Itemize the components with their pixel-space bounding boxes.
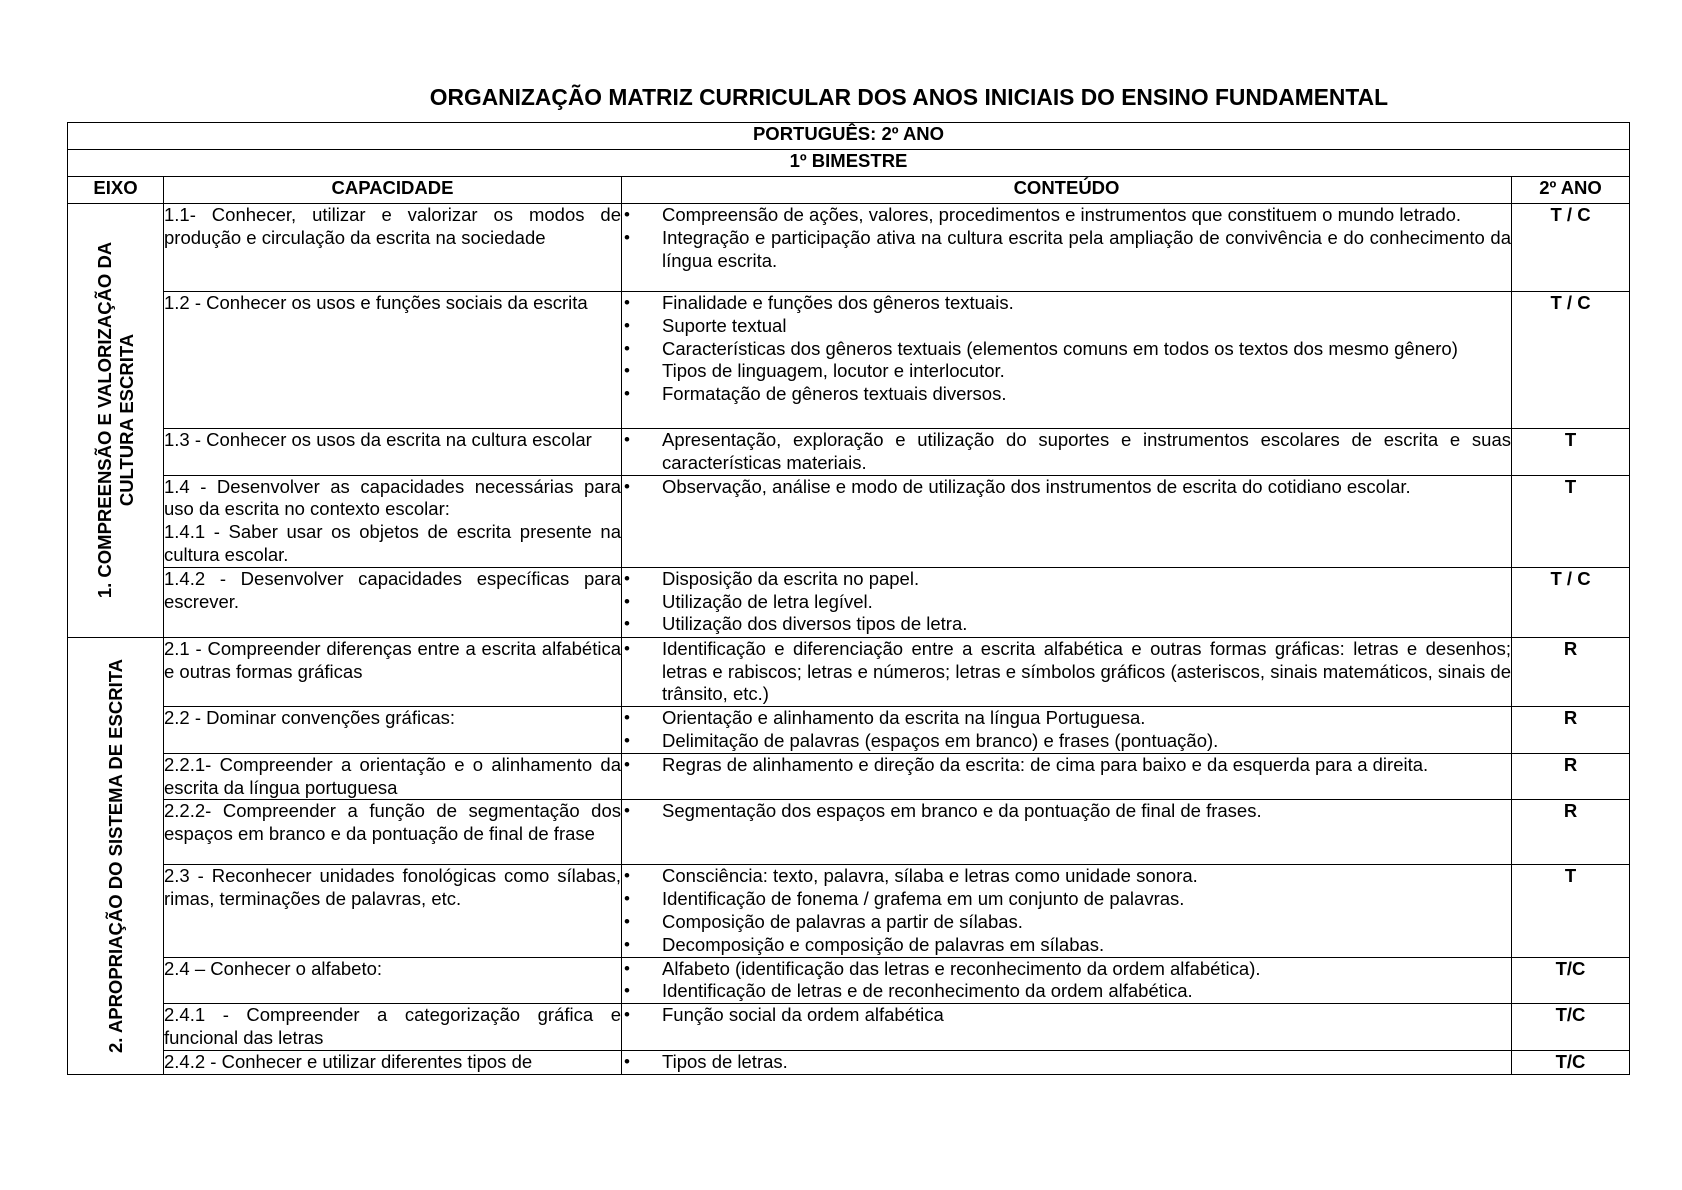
column-header-eixo: EIXO (68, 177, 164, 204)
subject-row (68, 123, 1630, 150)
conteudo-item: • Composição de palavras a partir de sílabas. (622, 911, 1511, 934)
conteudo-cell (622, 1050, 1512, 1074)
eixo-label (105, 659, 127, 1053)
capacidade-text: 1.4.1 - Saber usar os objetos de escrita presente na cultura escolar. (164, 521, 621, 565)
capacidade-text: 1.3 - Conhecer os usos da escrita na cultura escolar (164, 429, 592, 450)
ano-value: T / C (1550, 204, 1591, 225)
eixo-label-line: 2. APROPRIAÇÃO DO SISTEMA DE ESCRITA (104, 658, 126, 1053)
conteudo-cell (622, 204, 1512, 292)
document-title: ORGANIZAÇÃO MATRIZ CURRICULAR DOS ANOS INICIAIS DO ENSINO FUNDAMENTAL (429, 84, 1389, 110)
eixo-cell-2 (68, 637, 164, 1074)
ano-cell (1512, 429, 1630, 476)
ano-value: T / C (1550, 292, 1591, 313)
table-row (68, 753, 1630, 800)
period-heading: 1º BIMESTRE (68, 150, 1630, 177)
conteudo-item: • Observação, análise e modo de utilização dos instrumentos de escrita do cotidiano escolar. (622, 476, 1511, 499)
subject-heading: PORTUGUÊS: 2º ANO (68, 123, 1630, 150)
conteudo-list (622, 292, 1511, 406)
capacidade-cell (164, 475, 622, 567)
conteudo-item: • Apresentação, exploração e utilização do suportes e instrumentos escolares de escrita e suas características materiais. (622, 429, 1511, 475)
column-header-conteudo: CONTEÚDO (622, 177, 1512, 204)
conteudo-item: • Disposição da escrita no papel. (622, 568, 1511, 591)
conteudo-item: • Suporte textual (622, 315, 1511, 338)
table-row (68, 1004, 1630, 1051)
column-header-capacidade: CAPACIDADE (164, 177, 622, 204)
table-row (68, 567, 1630, 637)
ano-value: T/C (1555, 957, 1586, 979)
conteudo-cell (622, 637, 1512, 706)
conteudo-list (622, 1051, 1511, 1074)
ano-cell (1512, 475, 1630, 567)
conteudo-item: • Orientação e alinhamento da escrita na língua Portuguesa. (622, 707, 1511, 730)
ano-cell (1512, 957, 1630, 1004)
conteudo-item: • Formatação de gêneros textuais diversos. (622, 383, 1511, 406)
conteudo-cell (622, 753, 1512, 800)
table-row (68, 204, 1630, 292)
capacidade-text: 2.3 - Reconhecer unidades fonológicas como sílabas, rimas, terminações de palavras, etc. (164, 865, 621, 910)
capacidade-text: 2.2.2- Compreender a função de segmentação dos espaços em branco e da pontuação de final de frase (164, 800, 621, 845)
conteudo-cell (622, 865, 1512, 957)
conteudo-list (622, 707, 1511, 753)
conteudo-item: • Utilização de letra legível. (622, 591, 1511, 614)
ano-cell (1512, 865, 1630, 957)
conteudo-item: • Compreensão de ações, valores, procedimentos e instrumentos que constituem o mundo letrado. (622, 204, 1511, 227)
conteudo-list (622, 476, 1511, 499)
conteudo-item: • Integração e participação ativa na cultura escrita pela ampliação de convivência e do conhecimento da língua escrita. (622, 227, 1511, 273)
ano-cell (1512, 753, 1630, 800)
capacidade-text: 2.1 - Compreender diferenças entre a escrita alfabética e outras formas gráficas (164, 637, 621, 682)
capacidade-cell (164, 637, 622, 706)
capacidade-cell (164, 1004, 622, 1051)
conteudo-item: • Utilização dos diversos tipos de letra. (622, 613, 1511, 636)
capacidade-cell (164, 800, 622, 865)
ano-cell (1512, 1050, 1630, 1074)
capacidade-cell (164, 204, 622, 292)
table-body (68, 204, 1630, 1075)
ano-value: T/C (1555, 1050, 1586, 1072)
ano-value: R (1563, 707, 1578, 729)
capacidade-cell (164, 707, 622, 754)
eixo-label (94, 242, 138, 598)
conteudo-item: • Alfabeto (identificação das letras e reconhecimento da ordem alfabética). (622, 958, 1511, 981)
conteudo-list (622, 1004, 1511, 1027)
conteudo-item: • Identificação de fonema / grafema em um conjunto de palavras. (622, 888, 1511, 911)
capacidade-text: 2.2 - Dominar convenções gráficas: (164, 707, 455, 729)
conteudo-list (622, 204, 1511, 272)
table-row (68, 707, 1630, 754)
ano-cell (1512, 800, 1630, 865)
column-header-row (68, 177, 1630, 204)
capacidade-text: 1.4.2 - Desenvolver capacidades específicas para escrever. (164, 567, 621, 612)
conteudo-item: • Consciência: texto, palavra, sílaba e letras como unidade sonora. (622, 865, 1511, 888)
ano-cell (1512, 292, 1630, 429)
conteudo-list (622, 429, 1511, 475)
capacidade-cell (164, 753, 622, 800)
capacidade-cell (164, 1050, 622, 1074)
capacidade-text: 1.4 - Desenvolver as capacidades necessárias para uso da escrita no contexto escolar: (164, 475, 621, 520)
conteudo-list (622, 638, 1511, 706)
period-row (68, 150, 1630, 177)
conteudo-list (622, 958, 1511, 1004)
ano-cell (1512, 204, 1630, 292)
capacidade-text: 2.4.1 - Compreender a categorização gráfica e funcional das letras (164, 1004, 621, 1048)
table-row (68, 1050, 1630, 1074)
table-row (68, 429, 1630, 476)
conteudo-item: • Características dos gêneros textuais (elementos comuns em todos os textos dos mesmo gênero) (622, 338, 1511, 361)
conteudo-cell (622, 292, 1512, 429)
conteudo-list (622, 800, 1511, 823)
capacidade-cell (164, 292, 622, 429)
conteudo-cell (622, 429, 1512, 476)
capacidade-text: 1.2 - Conhecer os usos e funções sociais da escrita (164, 292, 588, 313)
ano-value: R (1563, 800, 1578, 822)
conteudo-cell (622, 957, 1512, 1004)
ano-value: T/C (1555, 1004, 1586, 1026)
eixo-label-line: 1. COMPREENSÃO E VALORIZAÇÃO DA (93, 242, 115, 599)
conteudo-item: • Regras de alinhamento e direção da escrita: de cima para baixo e da esquerda para a direita. (622, 754, 1511, 777)
eixo-label-line: CULTURA ESCRITA (115, 334, 137, 507)
column-header-ano: 2º ANO (1512, 177, 1630, 204)
conteudo-cell (622, 1004, 1512, 1051)
conteudo-item: • Finalidade e funções dos gêneros textuais. (622, 292, 1511, 315)
capacidade-text: 1.1- Conhecer, utilizar e valorizar os modos de produção e circulação da escrita na sociedade (164, 204, 621, 248)
ano-value: R (1563, 637, 1578, 659)
capacidade-text: 2.2.1- Compreender a orientação e o alinhamento da escrita da língua portuguesa (164, 753, 621, 798)
conteudo-item: • Tipos de letras. (622, 1051, 1511, 1074)
ano-cell (1512, 1004, 1630, 1051)
conteudo-item: • Delimitação de palavras (espaços em branco) e frases (pontuação). (622, 730, 1511, 753)
table-row (68, 865, 1630, 957)
ano-value: T (1564, 429, 1577, 450)
conteudo-cell (622, 707, 1512, 754)
conteudo-list (622, 754, 1511, 777)
ano-value: R (1563, 753, 1578, 775)
conteudo-item: • Tipos de linguagem, locutor e interlocutor. (622, 360, 1511, 383)
conteudo-cell (622, 800, 1512, 865)
capacidade-text: 2.4 – Conhecer o alfabeto: (164, 957, 383, 979)
conteudo-list (622, 568, 1511, 636)
capacidade-cell (164, 957, 622, 1004)
conteudo-cell (622, 475, 1512, 567)
conteudo-item: • Identificação e diferenciação entre a escrita alfabética e outras formas gráficas: letras e desenhos; letras e rabiscos; letras e números; letras e símbolos gráficos (asteriscos, sinais matemáticos, sinais de trânsito, etc.) (622, 638, 1511, 706)
table-row (68, 475, 1630, 567)
conteudo-item: • Identificação de letras e de reconhecimento da ordem alfabética. (622, 980, 1511, 1003)
curriculum-table (67, 122, 1630, 1075)
ano-value: T (1564, 475, 1577, 497)
table-row (68, 292, 1630, 429)
ano-cell (1512, 637, 1630, 706)
conteudo-list (622, 865, 1511, 956)
capacidade-cell (164, 429, 622, 476)
capacidade-text: 2.4.2 - Conhecer e utilizar diferentes tipos de (164, 1050, 533, 1072)
conteudo-item: • Decomposição e composição de palavras em sílabas. (622, 934, 1511, 957)
capacidade-cell (164, 865, 622, 957)
table-row (68, 637, 1630, 706)
ano-value: T / C (1550, 567, 1591, 589)
conteudo-cell (622, 567, 1512, 637)
conteudo-item: • Segmentação dos espaços em branco e da pontuação de final de frases. (622, 800, 1511, 823)
table-row (68, 800, 1630, 865)
ano-cell (1512, 567, 1630, 637)
conteudo-item: • Função social da ordem alfabética (622, 1004, 1511, 1027)
eixo-cell-1 (68, 204, 164, 638)
capacidade-cell (164, 567, 622, 637)
ano-cell (1512, 707, 1630, 754)
table-row (68, 957, 1630, 1004)
ano-value: T (1564, 865, 1577, 887)
